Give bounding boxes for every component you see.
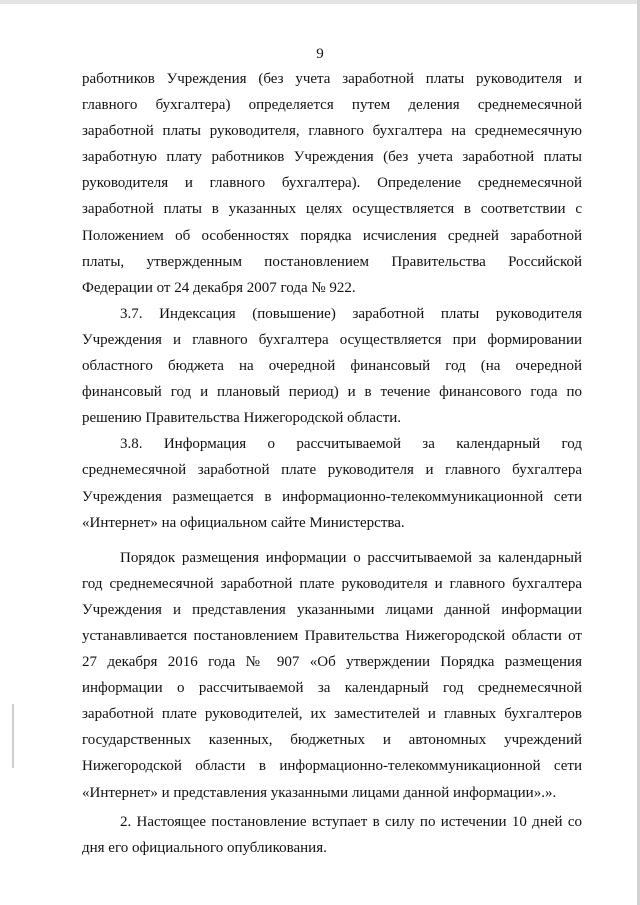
paragraph-procedure: Порядок размещения информации о рассчитываемой за календарный год среднемесячной заработной плате руководителя и главного бухгалтера Учреждения и представления указанными лицами данной информации устанавливается постановлением Правительства Нижегородской области от 27 декабря 2016 года № 907 «Об утверждении Порядка размещения информации о рассчитываемой за календарный год среднемесячной заработной плате руководителей, их заместителей и главных бухгалтеров государственных казенных, бюджетных и автономных учреждений Нижегородской области в информационно-телекоммуникационной сети «Интернет» и представления указанными лицами данной информации».». — [82, 549, 582, 801]
page-number: 9 — [316, 46, 324, 62]
scan-mark — [12, 704, 14, 768]
paragraph-3-7: 3.7. Индексация (повышение) заработной платы руководителя Учреждения и главного бухгалтера осуществляется при формировании областного бюджета на очередной финансовый год (на очередной финансовый год и плановый период) и в течение финансового года по решению Правительства Нижегородской области. — [82, 305, 582, 427]
paragraph-3-8: 3.8. Информация о рассчитываемой за календарный год среднемесячной заработной плате руководителя и главного бухгалтера Учреждения размещается в информационно-телекоммуникационной сети «Интернет» на официальном сайте Министерства. — [82, 436, 582, 531]
page-top-edge — [0, 0, 640, 4]
document-body — [82, 66, 582, 861]
paragraph-continuation: работников Учреждения (без учета заработной платы руководителя и главного бухгалтера) определяется путем деления среднемесячной заработной платы руководителя, главного бухгалтера на среднемесячную заработную плату работников Учреждения (без учета заработной платы руководителя и главного бухгалтера). Определение среднемесячной заработной платы в указанных целях осуществляется в соответствии с Положением об особенностях порядка исчисления средней заработной платы, утвержденным постановлением Правительства Российской Федерации от 24 декабря 2007 года № 922. — [82, 71, 582, 296]
paragraph-effective-date: 2. Настоящее постановление вступает в силу по истечении 10 дней со дня его официального опубликования. — [82, 813, 582, 856]
